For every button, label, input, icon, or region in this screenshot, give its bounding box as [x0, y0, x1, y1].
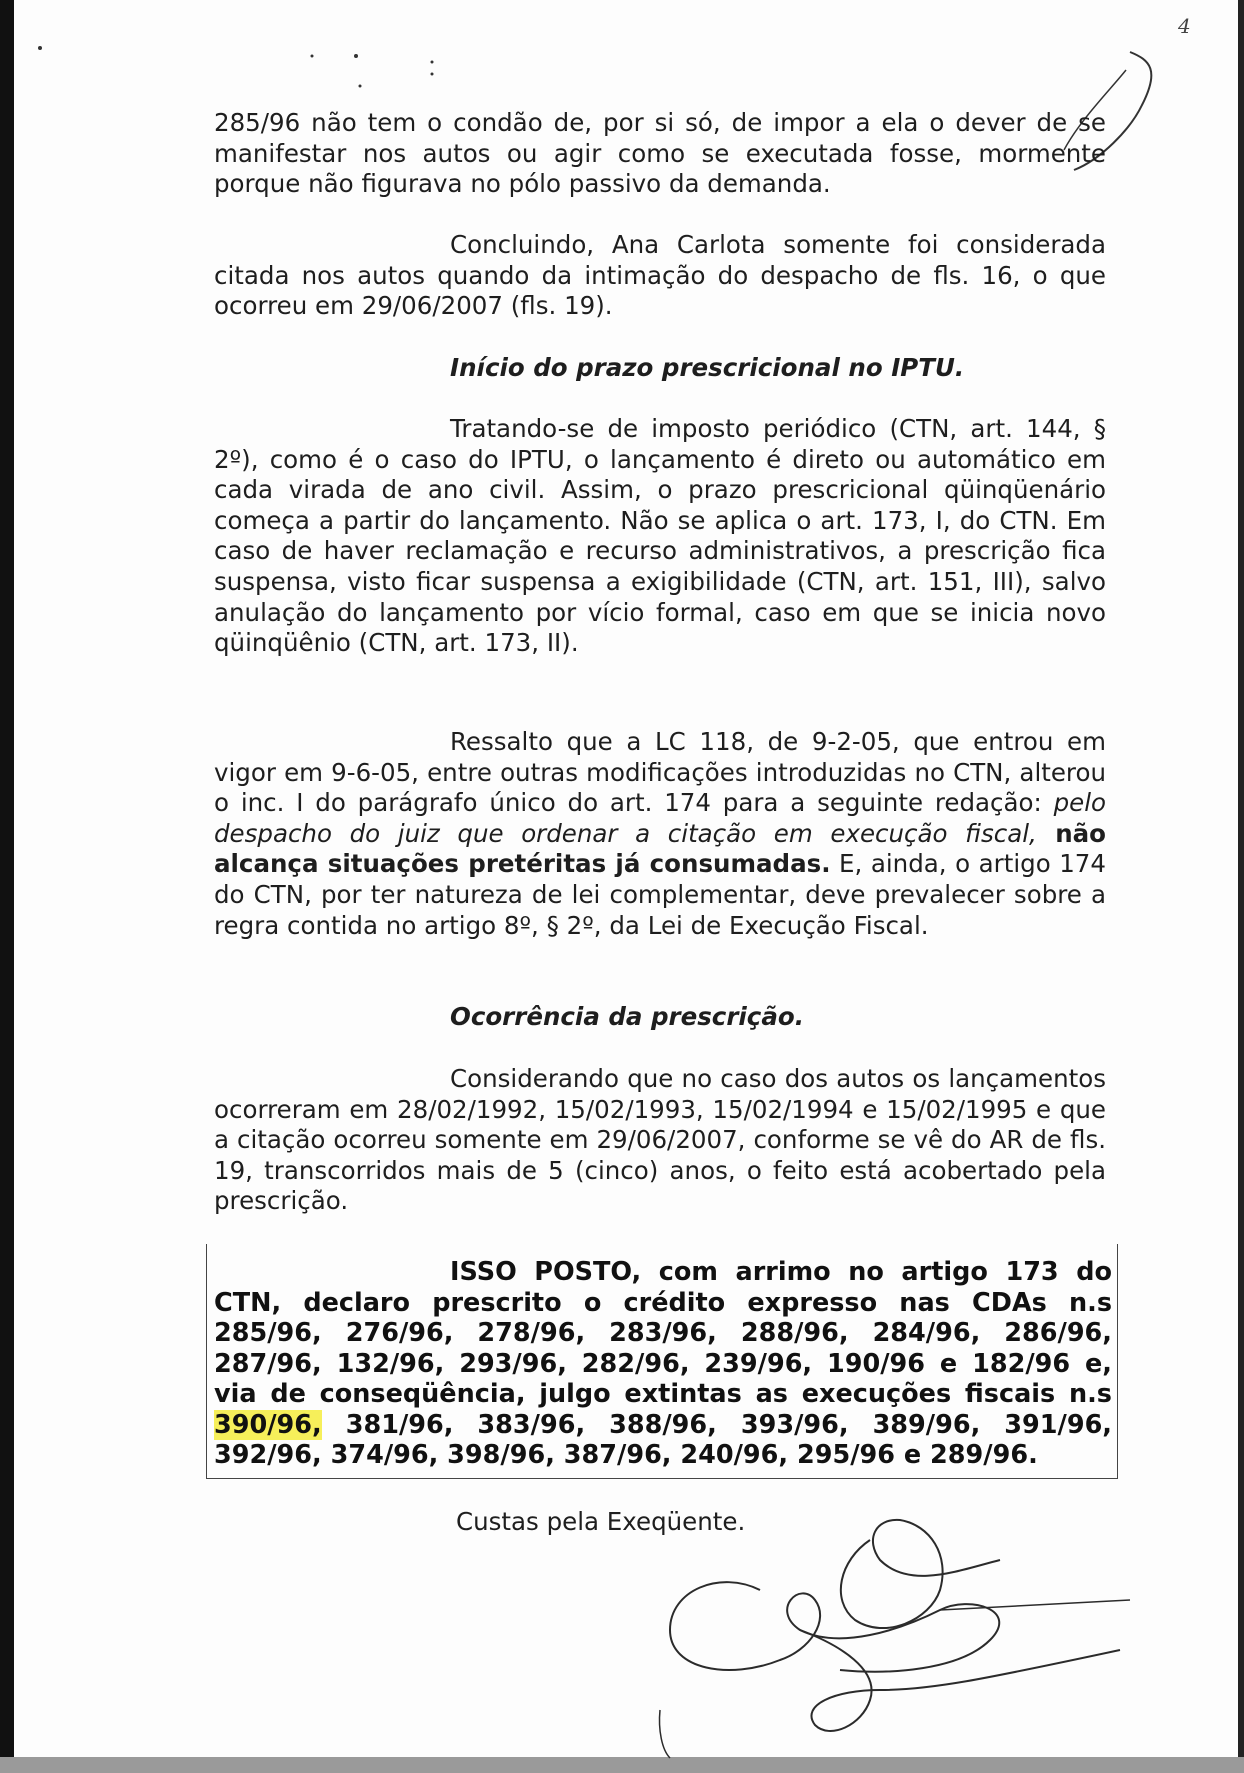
dispositivo-text-a: ISSO POSTO, com arrimo no artigo 173 do CTN, declaro prescrito o crédito expresso nas CDAs n.s 285/96, 276/96, 278/96, 283/96, 288/96, 284/96, 286/96, 287/96, 132/96, 293/96, 282/96, 239/96, 190/96 e 182/96 e, via de conseqüência, julgo extintas as execuções fiscais n.s: [214, 1257, 1112, 1409]
paragraph-4-italic: pelo despacho do juiz que ordenar a citação em execução fiscal,: [214, 788, 1106, 848]
highlighted-case-number: 390/96,: [214, 1409, 322, 1440]
judge-signature: [640, 1500, 1160, 1760]
paragraph-1: 285/96 não tem o condão de, por si só, de impor a ela o dever de se manifestar nos autos ou agir como se executada fosse, mormente porque não figurava no pólo passivo da demanda.: [214, 108, 1106, 199]
dispositivo-text-b: 381/96, 383/96, 388/96, 393/96, 389/96, 391/96, 392/96, 374/96, 398/96, 387/96, 240/96, 295/96 e 289/96.: [214, 1409, 1112, 1470]
paragraph-3: Tratando-se de imposto periódico (CTN, art. 144, § 2º), como é o caso do IPTU, o lançamento é direto ou automático em cada virada de ano civil. Assim, o prazo prescricional qüinqüenário começa a partir do lançamento. Não se aplica o art. 173, I, do CTN. Em caso de haver reclamação e recurso administrativos, a prescrição fica suspensa, visto ficar suspensa a exigibilidade (CTN, art. 151, III), salvo anulação do lançamento por vício formal, caso em que se inicia novo qüinqüênio (CTN, art. 173, II).: [214, 414, 1106, 658]
paragraph-4-bold: não alcança situações pretéritas já consumadas.: [214, 818, 1106, 879]
heading-ocorrencia-prescricao: Ocorrência da prescrição.: [450, 1002, 805, 1031]
paragraph-4-text-a: Ressalto que a LC 118, de 9-2-05, que entrou em vigor em 9-6-05, entre outras modificações introduzidas no CTN, alterou o inc. I do parágrafo único do art. 174 para a seguinte redação:: [214, 727, 1106, 818]
paragraph-5: Considerando que no caso dos autos os lançamentos ocorreram em 28/02/1992, 15/02/1993, 15/02/1994 e 15/02/1995 e que a citação ocorreu somente em 29/06/2007, conforme se vê do AR de fls. 19, transcorridos mais de 5 (cinco) anos, o feito está acobertado pela prescrição.: [214, 1064, 1106, 1216]
scan-border-left: [0, 0, 14, 1773]
scan-border-right: [1238, 0, 1244, 1773]
scan-specks: [0, 0, 500, 100]
paragraph-4: [214, 727, 1106, 941]
page-number: 4: [1178, 14, 1191, 38]
paragraph-custas: Custas pela Exeqüente.: [456, 1507, 746, 1536]
heading-prazo-prescricional: Início do prazo prescricional no IPTU.: [450, 353, 965, 382]
paragraph-4-text-b: E, ainda, o artigo 174 do CTN, por ter natureza de lei complementar, deve prevalecer sobre a regra contida no artigo 8º, § 2º, da Lei de Execução Fiscal.: [214, 849, 1106, 940]
dispositivo-text: [214, 1257, 1112, 1471]
paragraph-2: Concluindo, Ana Carlota somente foi considerada citada nos autos quando da intimação do despacho de fls. 16, o que ocorreu em 29/06/2007 (fls. 19).: [214, 230, 1106, 321]
